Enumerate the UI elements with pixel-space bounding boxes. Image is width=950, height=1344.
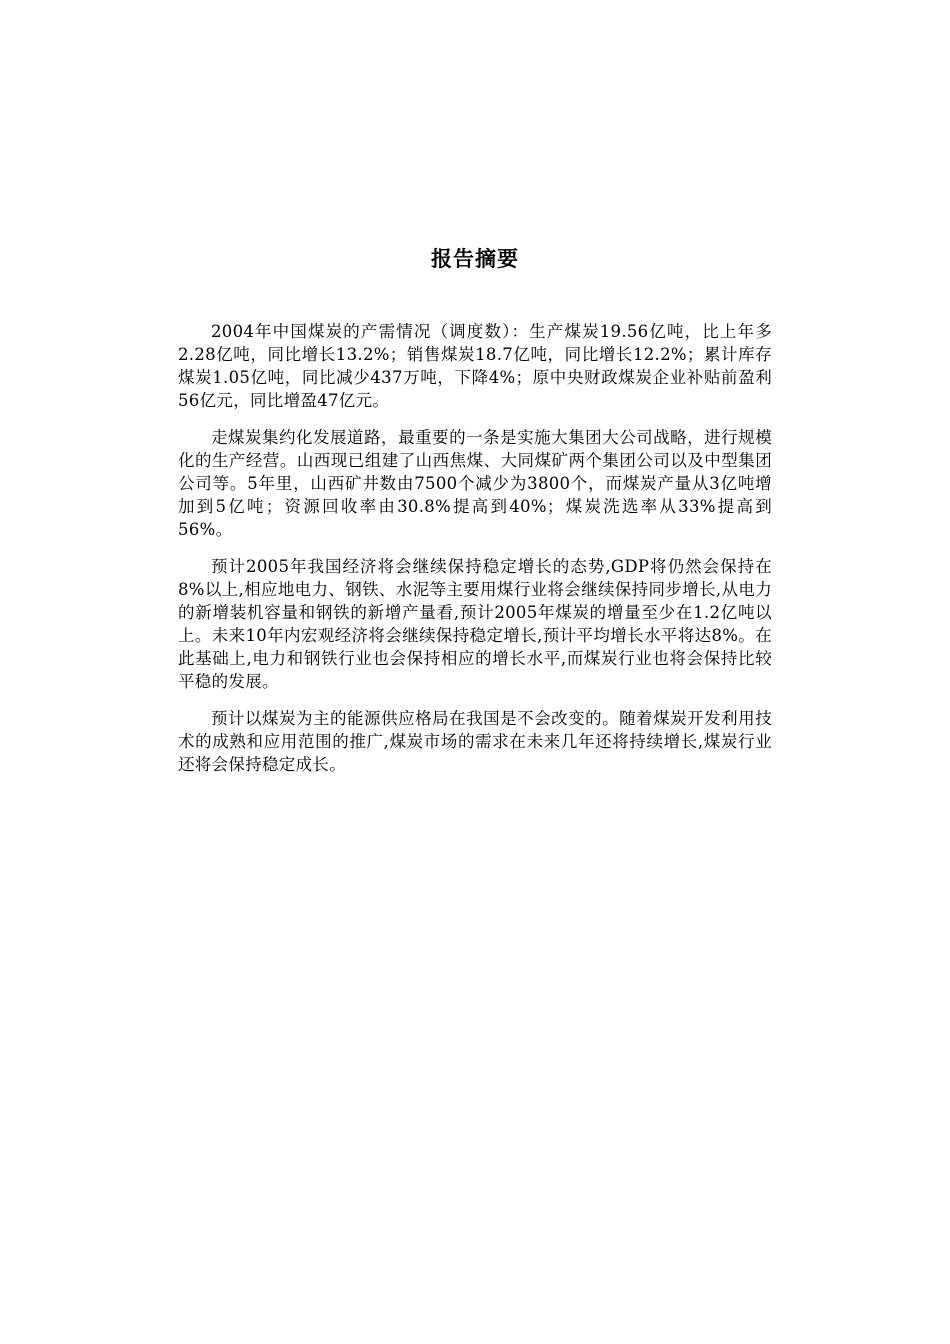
paragraph-2005-forecast: 预计2005年我国经济将会继续保持稳定增长的态势,GDP将仍然会保持在8%以上,相应地电力、钢铁、水泥等主要用煤行业将会继续保持同步增长,从电力的新增装机容量和钢铁的新增产量看,预计2005年煤炭的增量至少在1.2亿吨以上。未来10年内宏观经济将会继续保持稳定增长,预计平均增长水平将达8%。在此基础上,电力和钢铁行业也会保持相应的增长水平,而煤炭行业也将会保持比较平稳的发展。 bbox=[178, 557, 772, 691]
paragraph-coal-production: 2004年中国煤炭的产需情况（调度数）：生产煤炭19.56亿吨，比上年多2.28亿吨，同比增长13.2%；销售煤炭18.7亿吨，同比增长12.2%；累计库存煤炭1.05亿吨，同比减少437万吨，下降4%；原中央财政煤炭企业补贴前盈利56亿元，同比增盈47亿元。 bbox=[178, 322, 772, 410]
report-title: 报告摘要 bbox=[431, 247, 519, 271]
paragraph-energy-outlook: 预计以煤炭为主的能源供应格局在我国是不会改变的。随着煤炭开发利用技术的成熟和应用范围的推广,煤炭市场的需求在未来几年还将持续增长,煤炭行业还将会保持稳定成长。 bbox=[178, 709, 772, 774]
report-body bbox=[178, 320, 772, 790]
paragraph-intensive-development: 走煤炭集约化发展道路，最重要的一条是实施大集团大公司战略，进行规模化的生产经营。山西现已组建了山西焦煤、大同煤矿两个集团公司以及中型集团公司等。5年里，山西矿井数由7500个减少为3800个，而煤炭产量从3亿吨增加到5亿吨；资源回收率由30.8%提高到40%；煤炭洗选率从33%提高到56%。 bbox=[178, 428, 772, 539]
